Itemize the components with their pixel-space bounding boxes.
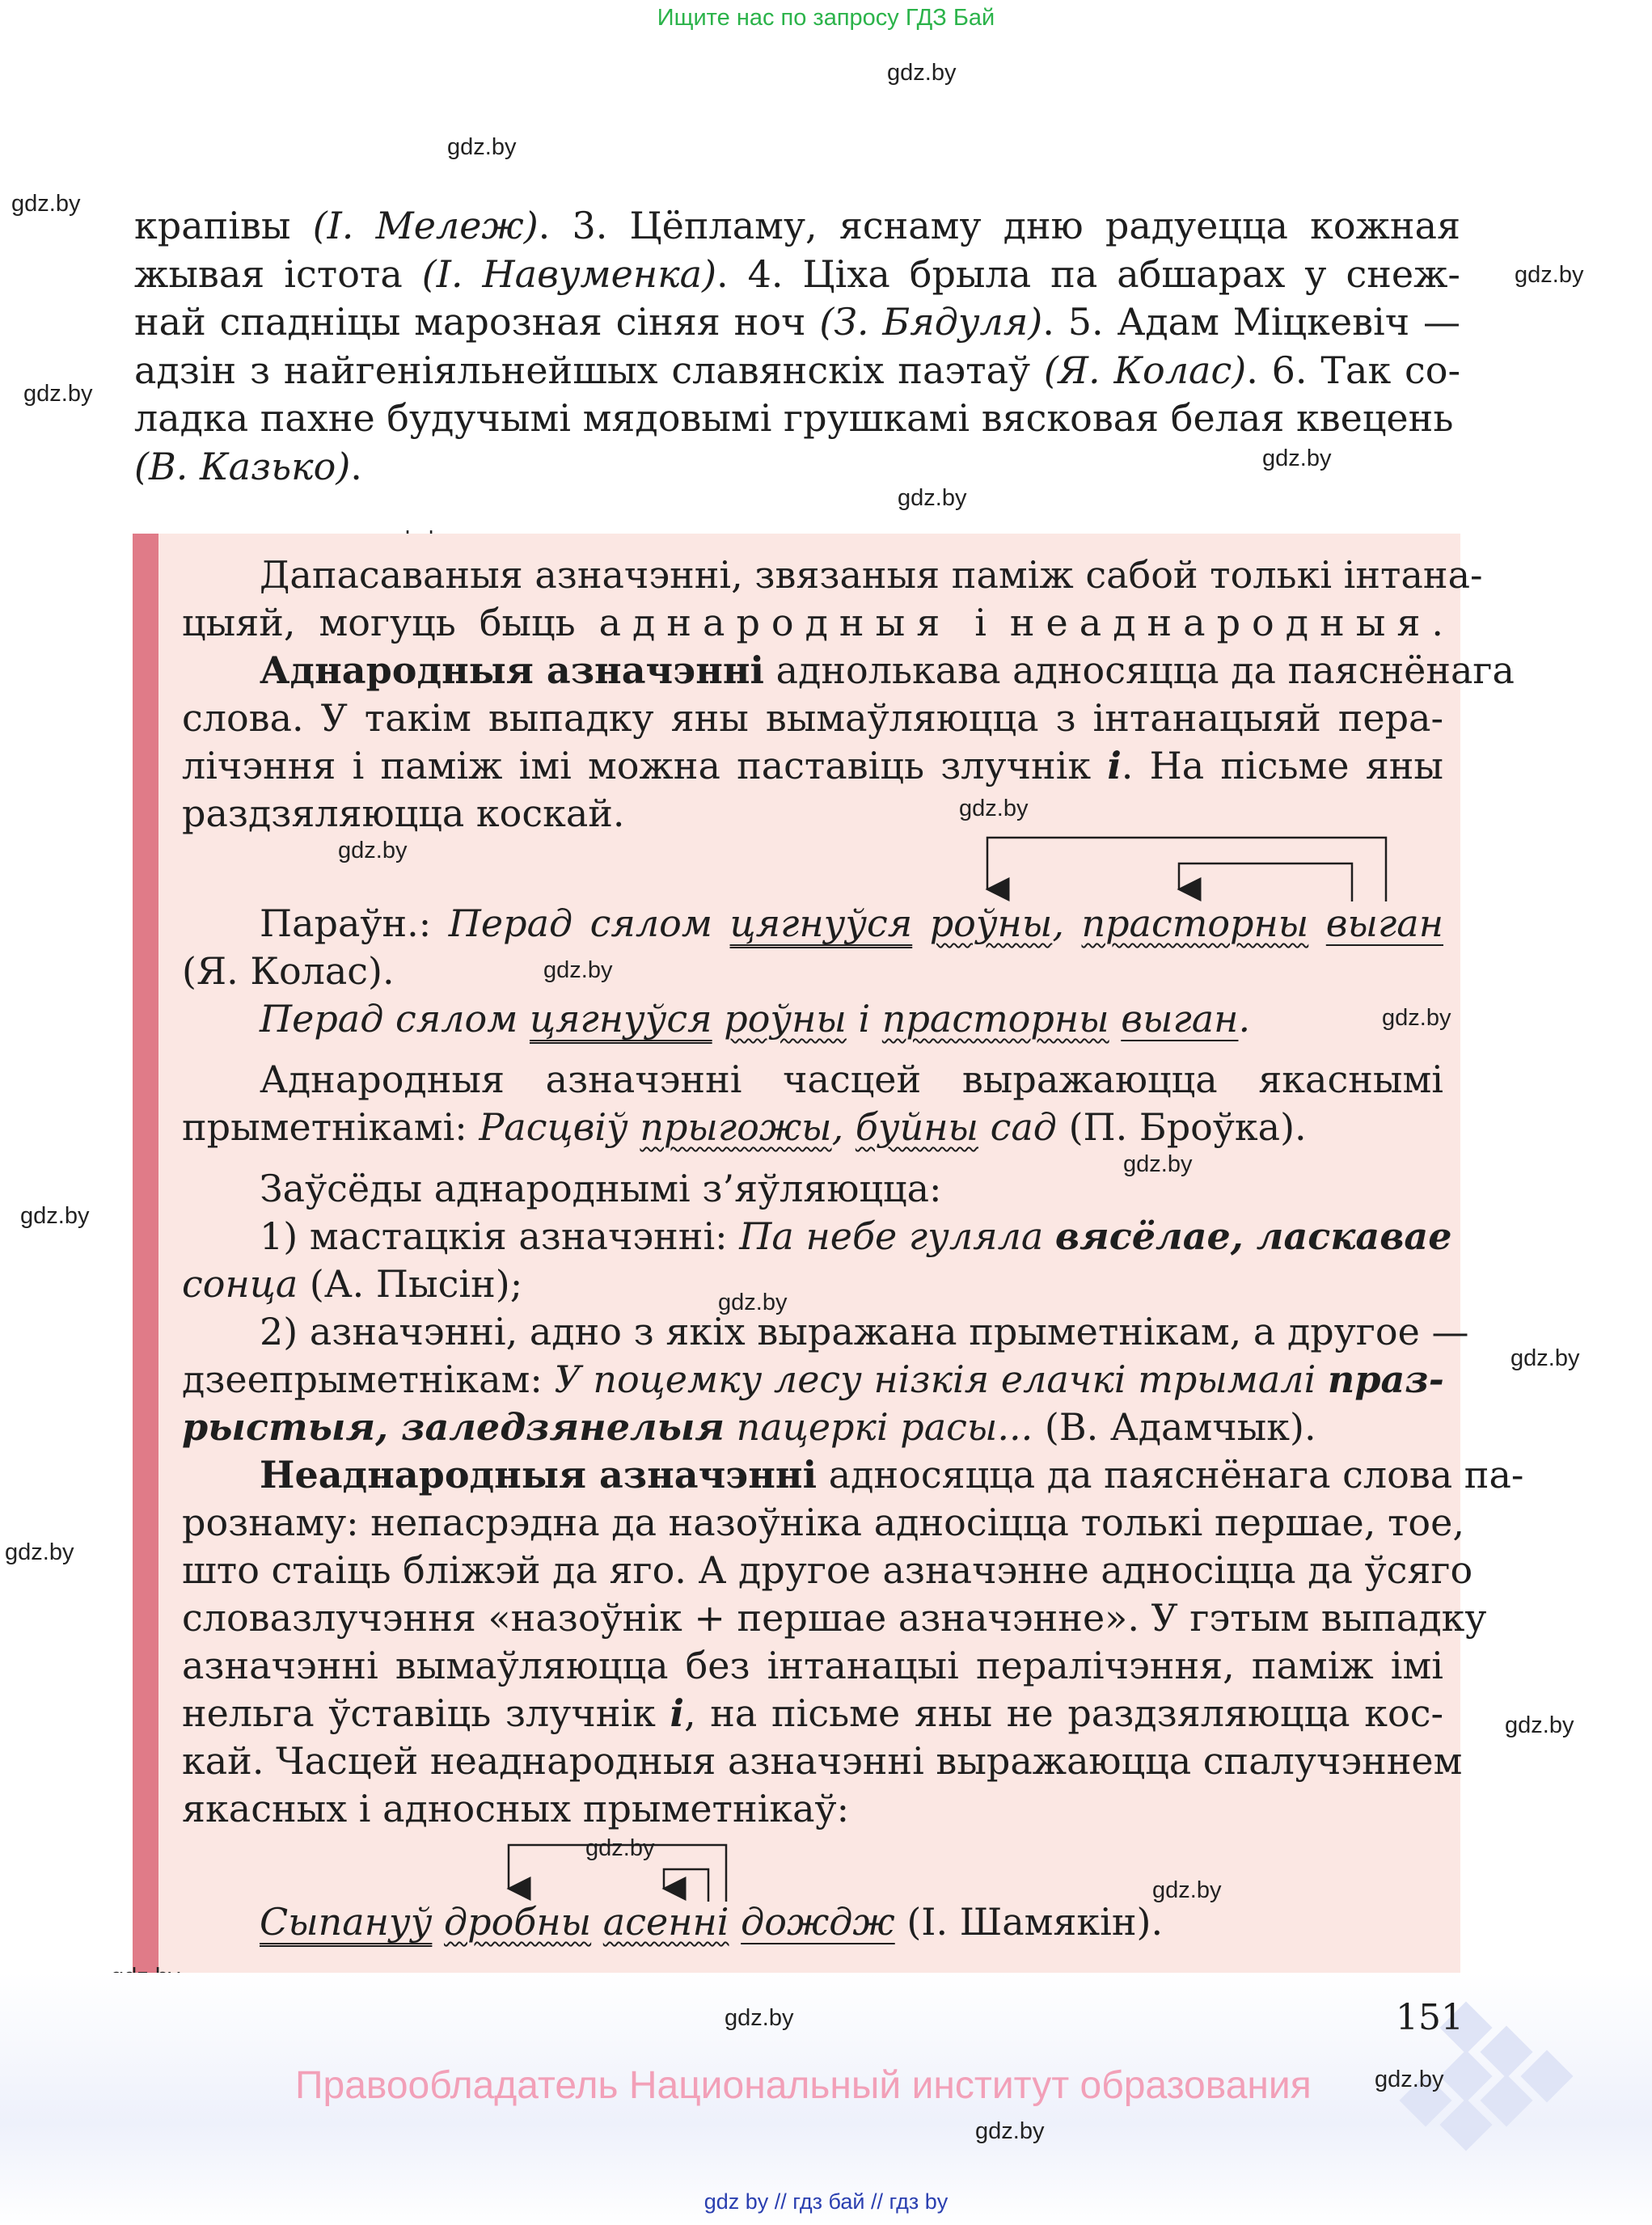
- watermark: gdz.by: [585, 1835, 655, 1861]
- author-citation: (І. Мележ): [312, 204, 539, 247]
- rule-line: кай. Часцей неаднародныя азначэнні выражаюцца спалучэннем: [182, 1739, 1463, 1783]
- subject: выган: [1325, 901, 1443, 945]
- attribute-1: дробны: [444, 1900, 592, 1944]
- rule-line: прыметнікамі: Расцвіў прыгожы, буйны сад (П. Броўка).: [182, 1105, 1307, 1149]
- attribute-2: прасторны: [881, 997, 1109, 1041]
- rule-line: рыстыя, заледзянелыя пацеркі расы... (В. Адамчык).: [182, 1405, 1316, 1449]
- author-citation: (І. Навуменка): [421, 251, 717, 296]
- rule-line: Аднародныя азначэнні аднолькава адносяцца да паяснёнага: [260, 648, 1515, 692]
- intro-line: жывая істота (І. Навуменка). 4. Ціха брыла па абшарах у снеж-: [134, 251, 1460, 296]
- predicate: Сыпануў: [260, 1900, 433, 1944]
- subject: дождж: [741, 1900, 895, 1944]
- rule-line: Дапасаваныя азначэнні, звязаныя паміж сабой толькі інтана-: [260, 553, 1483, 597]
- attribute-2: буйны: [855, 1105, 978, 1149]
- watermark: gdz.by: [887, 60, 957, 86]
- predicate: цягнуўся: [729, 901, 913, 945]
- watermark: gdz.by: [1152, 1877, 1222, 1903]
- example-line: Параўн.: Перад сялом цягнуўся роўны, прасторны выган: [260, 901, 1443, 945]
- subject: выган: [1121, 997, 1239, 1041]
- rule-line: Аднародныя азначэнні часцей выражаюцца якаснымі: [260, 1058, 1443, 1101]
- watermark: gdz.by: [20, 1203, 90, 1229]
- attribute-1: роўны: [724, 997, 847, 1041]
- watermark: gdz.by: [1505, 1712, 1574, 1738]
- rule-line: слова. У такім выпадку яны вымаўляюцца з інтанацыяй пера-: [182, 696, 1443, 740]
- rule-line: дзеепрыметнікам: У поцемку лесу нізкія елачкі трымалі праз-: [182, 1357, 1444, 1401]
- page-number: 151: [1396, 1997, 1464, 2038]
- rule-line: цыяй, могуць быць аднародныя і неаднародныя.: [182, 601, 1443, 644]
- rule-line: нельга ўставіць злучнік і, на пісьме яны не раздзяляюцца кос-: [182, 1691, 1444, 1735]
- intro-line: (В. Казько).: [134, 444, 362, 488]
- watermark: gdz.by: [1382, 1005, 1451, 1031]
- rule-line: што стаіць бліжэй да яго. А другое азначэнне адносіцца да ўсяго: [182, 1548, 1473, 1592]
- rule-line: якасных і адносных прыметнікаў:: [182, 1787, 850, 1830]
- term-heterogeneous: неаднародныя: [1009, 601, 1432, 644]
- predicate: цягнуўся: [529, 997, 712, 1041]
- copyright-notice: Правообладатель Национальный институт образования: [295, 2064, 1312, 2107]
- rule-line: сонца (А. Пысін);: [182, 1262, 523, 1306]
- watermark: gdz.by: [1123, 1151, 1193, 1177]
- intro-line: крапівы (І. Мележ). 3. Цёпламу, яснаму дню радуецца кожная: [134, 204, 1461, 247]
- intro-line: най спадніцы марозная сіняя ноч (З. Бядуля). 5. Адам Міцкевіч —: [134, 300, 1460, 344]
- rule-line: азначэнні вымаўляюцца без інтанацыі пералічэння, паміж імі: [182, 1644, 1443, 1687]
- watermark: gdz.by: [1375, 2067, 1444, 2092]
- author-citation: (Я. Колас): [1043, 348, 1247, 392]
- watermark: gdz.by: [959, 796, 1029, 821]
- bottom-links[interactable]: gdz by // гдз бай // гдз by: [703, 2189, 949, 2214]
- watermark: gdz.by: [1510, 1345, 1580, 1371]
- intro-line: адзін з найгеніяльнейшых славянскіх паэтаў (Я. Колас). 6. Так со-: [134, 348, 1461, 392]
- watermark: gdz.by: [338, 838, 408, 863]
- watermark: gdz.by: [543, 957, 613, 983]
- rule-line: лічэння і паміж імі можна паставіць злучнік і. На пісьме яны: [182, 744, 1443, 787]
- watermark: gdz.by: [725, 2005, 794, 2031]
- author-citation: (В. Казько): [134, 444, 351, 488]
- rule-line: 1) мастацкія азначэнні: Па небе гуляла вясёлае, ласкавае: [260, 1214, 1452, 1258]
- watermark: gdz.by: [11, 191, 81, 217]
- example-line: (Я. Колас).: [182, 949, 395, 993]
- term-bold: Неаднародныя азначэнні: [260, 1453, 818, 1497]
- author-citation: (З. Бядуля): [819, 300, 1043, 344]
- rule-line: рознаму: непасрэдна да назоўніка адносіцца толькі першае, тое,: [182, 1501, 1464, 1544]
- rule-line: Заўсёды аднароднымі з’яўляюцца:: [260, 1167, 942, 1210]
- watermark: gdz.by: [975, 2118, 1045, 2144]
- rule-line: 2) азначэнні, адно з якіх выражана прыметнікам, а другое —: [260, 1310, 1469, 1353]
- watermark: gdz.by: [23, 381, 93, 407]
- attribute-1: роўны: [929, 901, 1053, 945]
- watermark: gdz.by: [718, 1290, 788, 1315]
- rule-line: раздзяляюцца коскай.: [182, 792, 625, 835]
- watermark: gdz.by: [1262, 445, 1332, 471]
- rule-line: словазлучэння «назоўнік + першае азначэнне». У гэтым выпадку: [182, 1596, 1487, 1640]
- watermark: gdz.by: [898, 485, 967, 511]
- watermark: gdz.by: [5, 1539, 74, 1565]
- example-line: Перад сялом цягнуўся роўны і прасторны выган.: [260, 997, 1251, 1041]
- watermark: gdz.by: [447, 134, 517, 160]
- attribute-2: прасторны: [1081, 901, 1309, 945]
- watermark: gdz.by: [1515, 262, 1584, 288]
- attribute-1: прыгожы: [640, 1105, 832, 1149]
- example-line: Сыпануў дробны асенні дождж (І. Шамякін).: [260, 1900, 1164, 1944]
- intro-line: ладка пахне будучымі мядовымі грушкамі вясковая белая квецень: [134, 396, 1454, 440]
- rule-line: Неаднародныя азначэнні адносяцца да паяснёнага слова па-: [260, 1453, 1524, 1497]
- attribute-2: асенні: [602, 1900, 729, 1944]
- top-banner[interactable]: Ищите нас по запросу ГДЗ Бай: [657, 5, 995, 31]
- term-homogeneous: аднародныя: [598, 601, 952, 644]
- term-bold: Аднародныя азначэнні: [260, 648, 765, 692]
